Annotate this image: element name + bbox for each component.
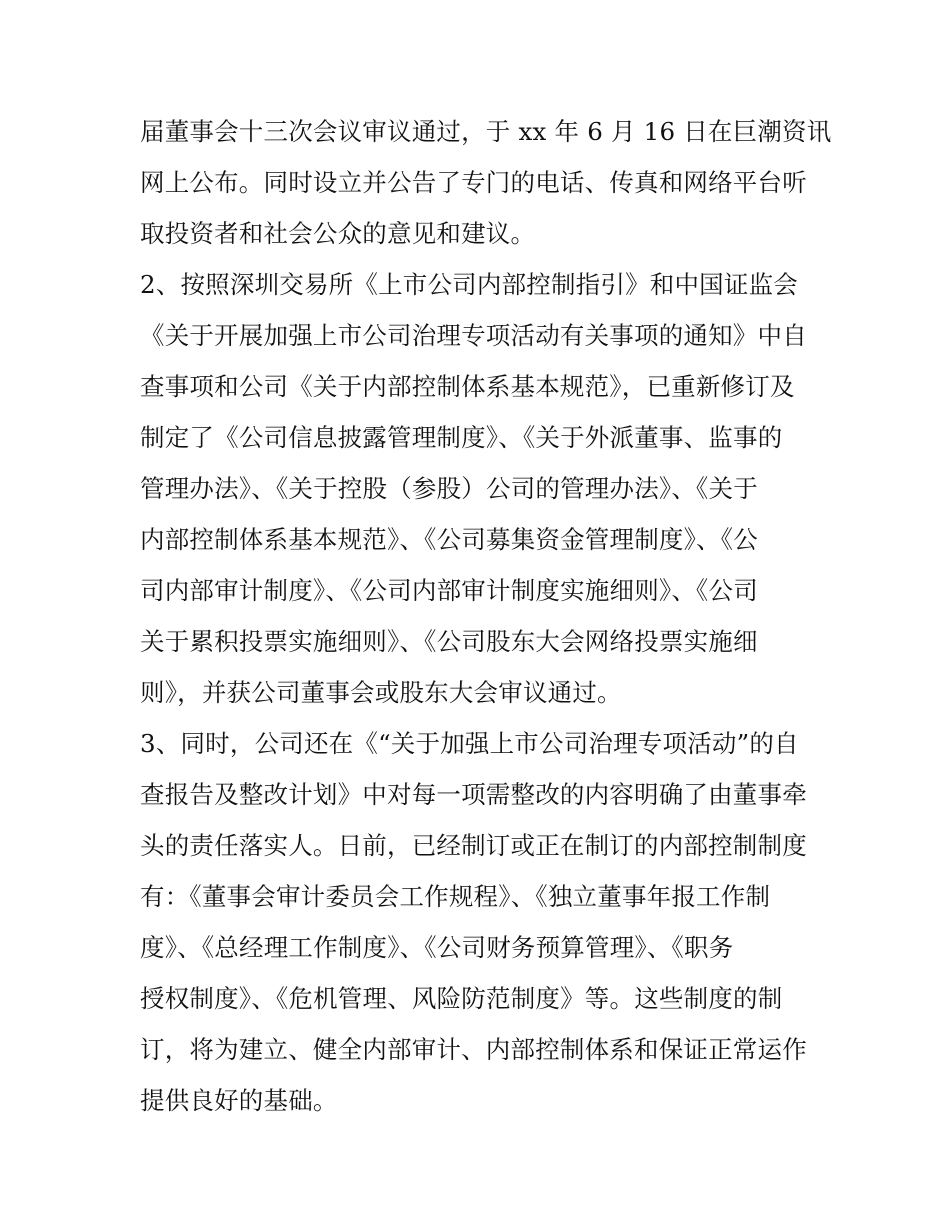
text-line-3: 取投资者和社会公众的意见和建议。 (140, 219, 536, 248)
text-line-8: 管理办法》、《关于控股（参股）公司的管理办法》、《关于 (140, 474, 758, 503)
text-line-19: 订，将为建立、健全内部审计、内部控制体系和保证正常运作 (140, 1035, 807, 1064)
text-line-11: 关于累积投票实施细则》、《公司股东大会网络投票实施细 (140, 627, 758, 656)
document-body (140, 106, 830, 1126)
text-line-6: 查事项和公司《关于内部控制体系基本规范》，已重新修订及 (140, 372, 795, 401)
text-line-10: 司内部审计制度》、《公司内部审计制度实施细则》、《公司 (140, 576, 758, 605)
text-line-7: 制定了《公司信息披露管理制度》、《关于外派董事、监事的 (140, 423, 783, 452)
text-line-13: 3、同时，公司还在《“关于加强上市公司治理专项活动”的自 (140, 729, 799, 758)
text-line-2: 网上公布。同时设立并公告了专门的电话、传真和网络平台听 (140, 168, 807, 197)
text-line-15: 头的责任落实人。日前，已经制订或正在制订的内部控制制度 (140, 831, 807, 860)
text-line-17: 度》、《总经理工作制度》、《公司财务预算管理》、《职务 (140, 933, 734, 962)
text-line-12: 则》，并获公司董事会或股东大会审议通过。 (140, 678, 622, 707)
text-line-9: 内部控制体系基本规范》、《公司募集资金管理制度》、《公 (140, 525, 758, 554)
text-line-20: 提供良好的基础。 (140, 1086, 338, 1115)
text-line-1: 届董事会十三次会议审议通过，于 xx 年 6 月 16 日在巨潮资讯 (140, 117, 832, 146)
text-line-18: 授权制度》、《危机管理、风险防范制度》等。这些制度的制 (140, 984, 783, 1013)
text-line-16: 有：《董事会审计委员会工作规程》、《独立董事年报工作制 (140, 882, 771, 911)
text-line-5: 《关于开展加强上市公司治理专项活动有关事项的通知》中自 (140, 321, 807, 350)
text-line-4: 2、按照深圳交易所《上市公司内部控制指引》和中国证监会 (140, 270, 798, 299)
text-line-14: 查报告及整改计划》中对每一项需整改的内容明确了由董事牵 (140, 780, 807, 809)
